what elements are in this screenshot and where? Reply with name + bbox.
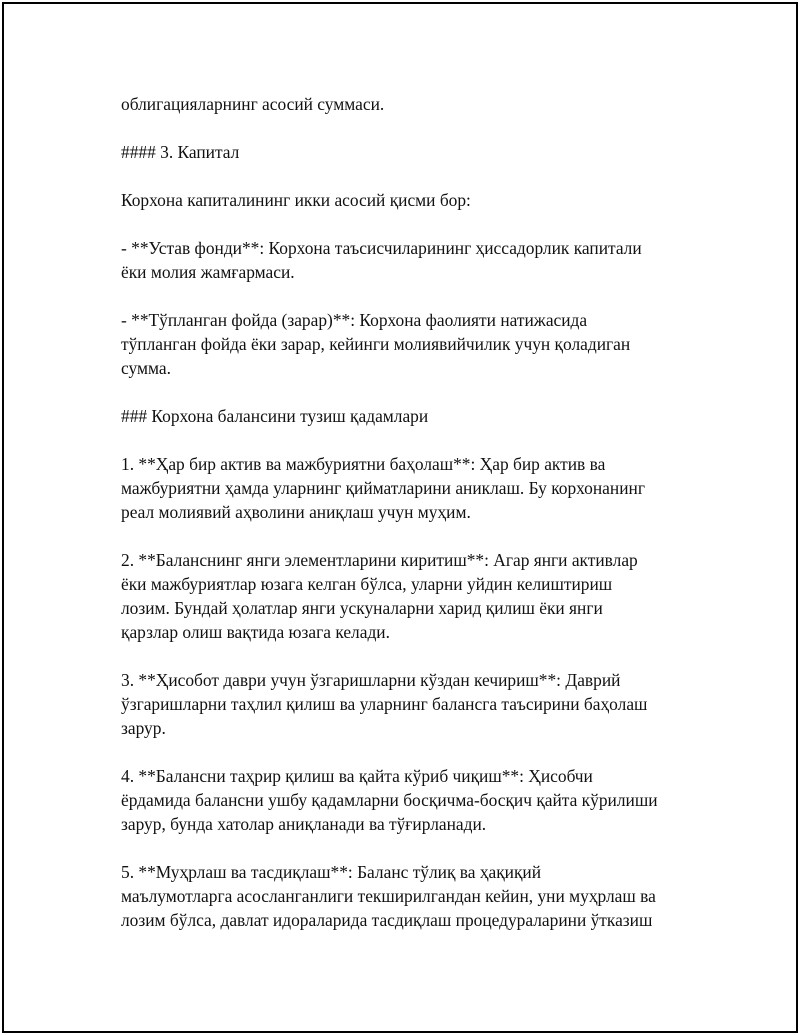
step-2: 2. **Баланснинг янги элементларини киритиш**: Агар янги активлар ёки мажбуриятлар юзага келган бўлса, уларни уйдин келиштириш лозим. Бундай ҳолатлар янги ускуналарни харид қилиш ёки янги қарзлар олиш вақтида юзага келади. <box>121 550 638 642</box>
step-3: 3. **Ҳисобот даври учун ўзгаришларни кўздан кечириш**: Даврий ўзгаришларни таҳлил қилиш ва уларнинг балансга таъсирини баҳолаш зарур. <box>121 670 648 738</box>
heading-balance-steps: ### Корхона балансини тузиш қадамлари <box>121 406 429 426</box>
step-1: 1. **Ҳар бир актив ва мажбуриятни баҳолаш**: Ҳар бир актив ва мажбуриятни ҳамда уларнинг қийматларини аниклаш. Бу корхонанинг реал молиявий аҳволини аниқлаш учун муҳим. <box>121 454 645 522</box>
paragraph-continuation: облигацияларнинг асосий суммаси. <box>121 94 385 114</box>
list-item-retained-earnings: - **Тўпланган фойда (зарар)**: Корхона фаолияти натижасида тўпланган фойда ёки зарар, кейинги молиявийчилик учун қоладиган сумма. <box>121 310 631 378</box>
paragraph-capital-intro: Корхона капиталининг икки асосий қисми бор: <box>121 190 471 210</box>
list-item-charter-fund: - **Устав фонди**: Корхона таъсисчиларининг ҳиссадорлик капитали ёки молия жамғармаси. <box>121 238 642 282</box>
document-body <box>121 92 701 956</box>
step-5: 5. **Муҳрлаш ва тасдиқлаш**: Баланс тўлиқ ва ҳақиқий маълумотларга асосланганлиги текширилгандан кейин, уни муҳрлаш ва лозим бўлса, давлат идораларида тасдиқлаш процедураларини ўтказиш <box>121 862 656 930</box>
step-4: 4. **Балансни таҳрир қилиш ва қайта кўриб чиқиш**: Ҳисобчи ёрдамида балансни ушбу қадамларни босқичма-босқич қайта кўрилиши зарур, бунда хатолар аниқланади ва тўғирланади. <box>121 766 658 834</box>
heading-capital: #### 3. Капитал <box>121 142 240 162</box>
page-frame <box>2 2 798 1033</box>
